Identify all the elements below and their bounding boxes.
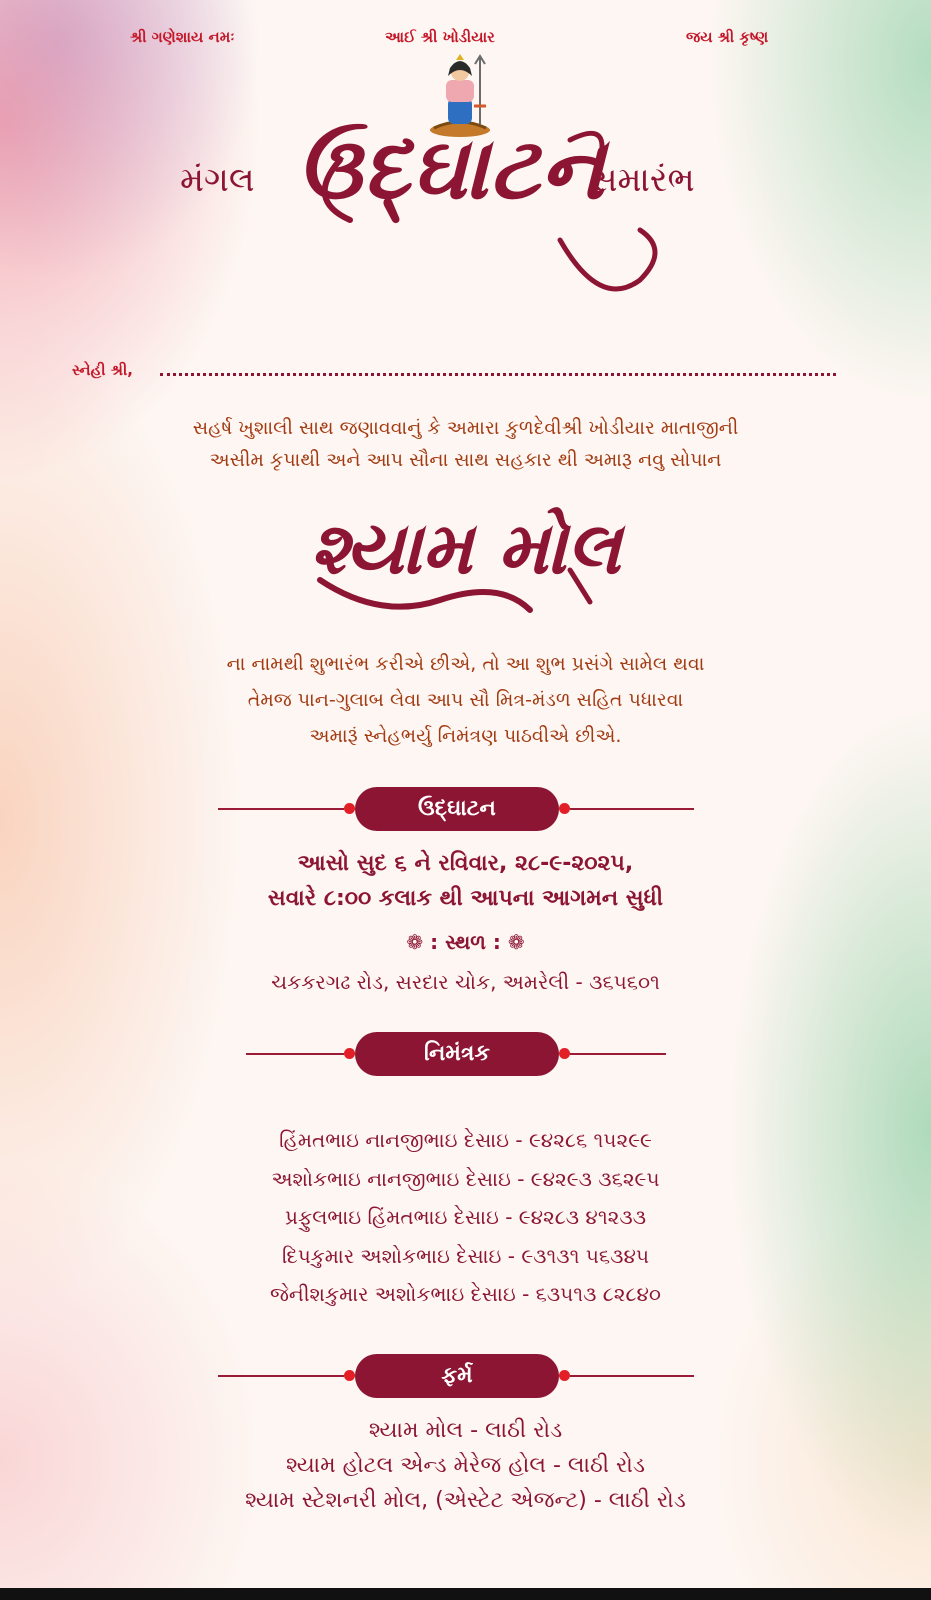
host-item: હિંમતભાઇ નાનજીભાઇ દેસાઇ - ૯૪૨૮૬ ૧૫૨૯૯ (279, 1128, 652, 1152)
host-item: જેનીશકુમાર અશોકભાઇ દેસાઇ - ૬૩૫૧૩ ૮૨૮૪૦ (270, 1282, 661, 1306)
banner-dot-left (344, 1048, 355, 1059)
banner-rule-left (246, 1053, 344, 1055)
banner-rule-right (570, 1375, 694, 1377)
title-suffix: સમારંભ (590, 160, 695, 200)
title-swash-decoration (300, 120, 680, 320)
invite-line: અમારૂં સ્નેહભર્યુ નિમંત્રણ પાઠવીએ છીએ. (309, 725, 622, 747)
blessing-center: આઈ શ્રી ખોડીયાર (385, 28, 495, 46)
invite-paragraph (0, 646, 931, 754)
banner-rule-left (218, 1375, 344, 1377)
shop-name-swash (300, 540, 640, 630)
banner-dot-right (559, 1048, 570, 1059)
shop-name: શ્યામ મોલ (310, 505, 621, 590)
inauguration-heading: ઉદ્‌ઘાટન (355, 787, 559, 831)
banner-dot-left (344, 1370, 355, 1381)
event-time: સવારે ૮:૦૦ કલાક થી આપના આગમન સુધી (267, 886, 664, 911)
blessing-left: શ્રી ગણેશાય નમઃ (130, 28, 235, 46)
firm-item: શ્યામ સ્ટેશનરી મોલ, (એસ્ટેટ એજન્ટ) - લાઠી રોડ (245, 1488, 686, 1513)
venue-address: ચકકરગઢ રોડ, સરદાર ચોક, અમરેલી - ૩૬૫૬૦૧ (271, 970, 660, 994)
banner-dot-right (559, 1370, 570, 1381)
banner-dot-right (559, 803, 570, 814)
event-date: આસો સુદ ૬ ને રવિવાર, ૨૮-૯-૨૦૨૫, (297, 851, 634, 876)
title-main: ઉદ્‌ઘાટન (296, 118, 606, 219)
invite-line: તેમજ પાન-ગુલાબ લેવા આપ સૌ મિત્ર-મંડળ સહિત પધારવા (247, 689, 684, 711)
hosts-banner (0, 1032, 931, 1076)
host-item: દિપકુમાર અશોકભાઇ દેસાઇ - ૯૩૧૩૧ ૫૬૩૪૫ (282, 1243, 649, 1268)
intro-paragraph (0, 412, 931, 476)
inauguration-banner (0, 787, 931, 831)
name-blank-line (160, 373, 836, 376)
host-item: અશોકભાઇ નાનજીભાઇ દેસાઇ - ૯૪૨૯૩ ૩૬૨૯૫ (271, 1166, 660, 1191)
intro-line: અસીમ કૃપાથી અને આપ સૌના સાથ સહકાર થી અમારૂ નવુ સોપાન (209, 449, 722, 471)
banner-rule-right (570, 808, 694, 810)
firm-item: શ્યામ મોલ - લાઠી રોડ (368, 1418, 563, 1443)
hosts-heading: નિમંત્રક (355, 1032, 559, 1076)
intro-line: સહર્ષ ખુશાલી સાથ જણાવવાનું કે અમારા કુળદેવીશ્રી ખોડીયાર માતાજીની (192, 417, 739, 439)
event-schedule (0, 846, 931, 916)
hosts-list (0, 1121, 931, 1314)
banner-rule-left (218, 808, 344, 810)
invite-line: ના નામથી શુભારંભ કરીએ છીએ, તો આ શુભ પ્રસંગે સામેલ થવા (226, 653, 705, 675)
salutation: સ્નેહી શ્રી, (72, 361, 133, 379)
firm-item: શ્યામ હોટલ એન્ડ મેરેજ હોલ - લાઠી રોડ (286, 1453, 645, 1478)
bottom-bar (0, 1588, 931, 1600)
venue-label: ❁ : સ્થળ : ❁ (406, 930, 525, 954)
firms-banner (0, 1354, 931, 1398)
blessing-right: જય શ્રી કૃષ્ણ (686, 28, 769, 46)
banner-rule-right (570, 1053, 666, 1055)
banner-dot-left (344, 803, 355, 814)
firms-list (0, 1413, 931, 1518)
host-item: પ્રફુલભાઇ હિંમતભાઇ દેસાઇ - ૯૪૨૮૩ ૪૧૨૩૩ (284, 1205, 647, 1229)
title-prefix: મંગલ (180, 160, 255, 200)
firms-heading: ફર્મ (355, 1354, 559, 1398)
